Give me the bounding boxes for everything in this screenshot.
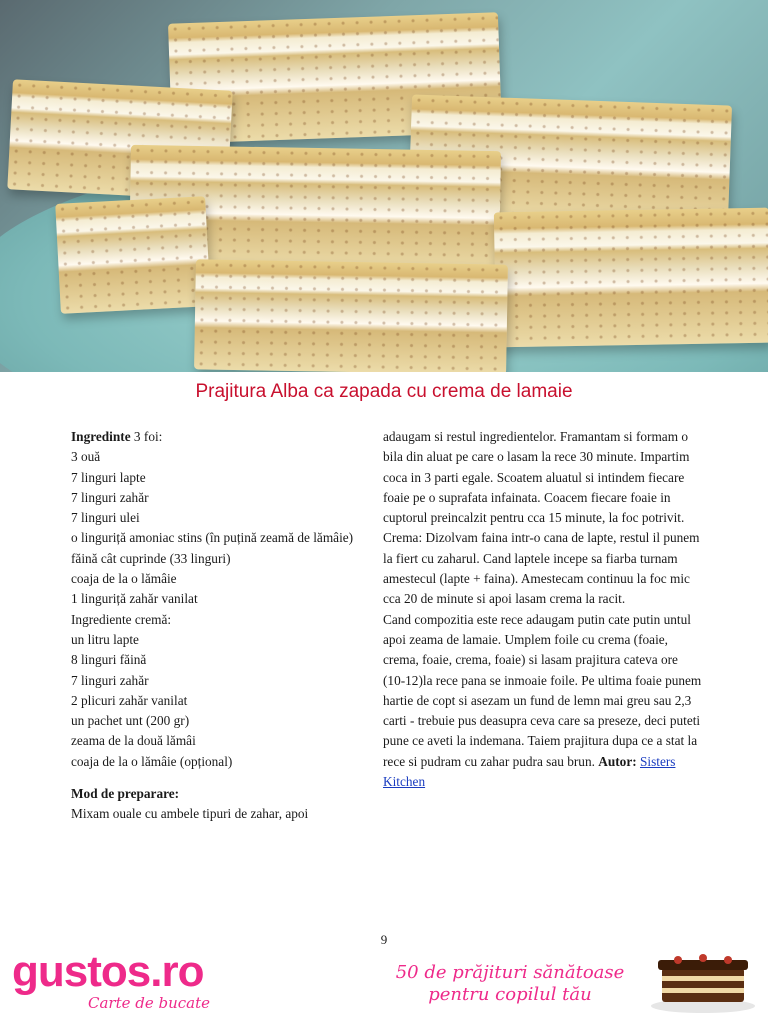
method-paragraph-text: Cand compozitia este rece adaugam putin cate putin untul apoi zeama de lamaie. Umplem foile cu crema (foaie, crema, foaie, crema, foaie) si lasam prajitura cateva ore (10-12)la rece pana se inmoaie foile. Pe ultima foaie punem hartie de copt si asezam un fund de lemn mai greu sau 2,3 carti - trebuie pus deasupra ceva care sa preseze, deci puteti pune ce aveti la indemana. Taiem prajitura dupa ce a stat la rece si pudram cu zahar pudra sau brun.	[383, 611, 702, 769]
ingredient-line: coaja de la o lămâie	[71, 571, 177, 587]
method-paragraph-final	[383, 610, 703, 793]
ingredients-heading-line	[71, 427, 361, 447]
ingredient-line: o linguriță amoniac stins (în puțină zeamă de lămâie)	[71, 530, 354, 546]
ingredient-line: 7 linguri ulei	[71, 510, 140, 526]
ingredients-heading-suffix: 3 foi:	[130, 429, 163, 444]
ingredient-line: zeama de la două lămâi	[71, 733, 196, 749]
ingredient-line: 2 plicuri zahăr vanilat	[71, 692, 188, 708]
method-heading: Mod de preparare:	[71, 786, 180, 802]
ingredient-line: 7 linguri lapte	[71, 469, 146, 485]
author-label: Autor:	[598, 753, 637, 769]
cake-slice	[55, 196, 211, 314]
ingredients-heading: Ingredinte	[71, 429, 131, 444]
book-tagline	[370, 962, 650, 1006]
page-number: 9	[380, 932, 388, 947]
ingredient-line: 3 ouă	[71, 449, 101, 465]
ingredient-line: un pachet unt (200 gr)	[71, 713, 190, 729]
method-text-start: Mixam ouale cu ambele tipuri de zahar, apoi	[71, 806, 309, 822]
right-column	[383, 427, 703, 792]
ingredient-line: 1 linguriță zahăr vanilat	[71, 591, 198, 607]
ingredient-line: 8 linguri făină	[71, 652, 147, 668]
cake-slice	[494, 208, 768, 348]
recipe-title: Prajitura Alba ca zapada cu crema de lamaie	[195, 381, 573, 402]
ingredient-line: un litru lapte	[71, 631, 139, 647]
ingredient-line: 7 linguri zahăr	[71, 489, 149, 505]
hero-photo	[0, 0, 768, 372]
cake-slice	[194, 259, 508, 372]
cake-slice-icon	[648, 948, 758, 1014]
brand-logo: gustos.ro	[12, 947, 204, 996]
cream-ingredients-heading: Ingrediente cremă:	[71, 611, 172, 627]
tagline-line-2: pentru copilul tău	[428, 984, 592, 1005]
left-column	[71, 427, 361, 825]
tagline-line-1: 50 de prăjituri sănătoase	[395, 962, 625, 983]
ingredient-line: 7 linguri zahăr	[71, 672, 149, 688]
ingredient-line: coaja de la o lămâie (opțional)	[71, 753, 233, 769]
method-heading-line	[71, 784, 361, 804]
method-paragraph: adaugam si restul ingredientelor. Framantam si formam o bila din aluat pe care o lasam la rece 30 minute. Impartim coca in 3 parti egale. Scoatem aluatul si intindem fiecare foaie pe o suprafata infainata. Coacem fiecare foaie in cuptorul preincalzit pentru cca 15 minute, la foc potrivit. Crema: Dizolvam faina intr-o cana de lapte, restul il punem la fiert cu zaharul. Cand laptele incepe sa fiarba turnam amestecul (lapte + faina). Amestecam continuu la foc mic cca 20 de minute si apoi lasam crema la racit.	[383, 429, 700, 607]
spacer	[71, 772, 361, 784]
brand-logo-subtitle: Carte de bucate	[88, 994, 211, 1012]
ingredient-line: făină cât cuprinde (33 linguri)	[71, 550, 231, 566]
author-link[interactable]: Sisters Kitchen	[383, 753, 676, 790]
